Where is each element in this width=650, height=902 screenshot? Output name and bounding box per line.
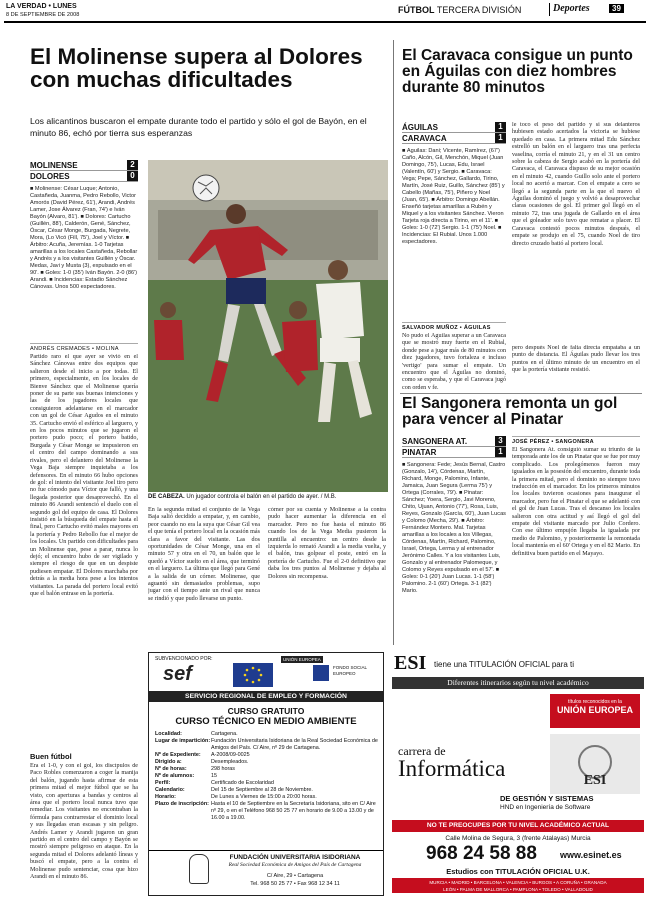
- home-goals: 2: [127, 160, 138, 170]
- story2-body-col3: pero después Noel de falta directa empataba a un punto de distancia. El Águilas pudo llevar los tres puntos en el último minuto de un encuentro en el que la portería visitante resistió.: [512, 345, 640, 374]
- story1-match-facts: ■ Molinense: César Luque; Antonio, Castañeda, Juanma, Pedro Rebollo, Victor Amorós (David Pérez, 61'), Arandi, Andrés Lamer, Jose Álvarez (Fran, 74') e Iván Bayón (Alvaro, 81'). ■ Dolores: Cartucho (Guillén, 88'), Calderón, Gené, Sánchez, Óscar, César Monge, Burgada, Negrete, Mora, (Lo Vicó (Fill, 75'), Joel y Víctor. ■ Árbitro: Acuña, Jeremías. 1-0 Tarjetas amarillas a los locales Castañeda, Rebollar y Andrés y a los visitantes Guillén y Óscar. Medas, Javi y Musta (3), expulsado en el 90'. ■ Goles: 1-0 (35') Iván Bayón. 2-0 (86') Arandi. ■ Incidencias: Estadio Sánchez Cánovas. Unos 500 espectadores.: [30, 186, 138, 290]
- home-team: ÁGUILAS: [402, 122, 438, 132]
- away-goals: 1: [495, 447, 506, 457]
- eu-badge: [550, 694, 640, 728]
- ad-detail-row: [155, 738, 379, 752]
- subsidy-label: SUBVENCIONADO POR:: [155, 656, 213, 662]
- esi-website[interactable]: www.esinet.es: [560, 850, 622, 860]
- story3-headline: El Sangonera remonta un gol para vencer al Pinatar: [402, 395, 618, 428]
- fse-flag-icon: [313, 665, 329, 681]
- photo-caption: [148, 494, 388, 502]
- football-players-image: [148, 160, 388, 492]
- detail-key: Lugar de impartición:: [155, 738, 211, 744]
- foundation-name: FUNDACIÓN UNIVERSITARIA ISIDORIANA: [229, 854, 361, 861]
- story2-match-facts: ■ Águilas: Dani; Vicente, Ramírez, (67') Caño, Alcón, Gil, Menchón, Miquel (Juan Domingo, 75'), Lucas, Edu, Israel (Valentín, 60') y Sergio. ■ Caravaca: Vega; Pepe, Sánchez, Gallardo, Tirino, Martín, José Ruiz, Guillo, Sánchez (85') y Cabello (Mañas, 75'), Piñero y Noel (Juan, 65'). ■ Árbitro: Domingo Abellán. Enseñó tarjetas amarillas a Rubén y Miquel y a los visitantes Sánchez. Vieron Tarjeta roja directa a Tirino, en el 11'. ■ Goles: 1-0 (72') Sergio. 1-1 (75') Noel. ■ Incidencias: El Rubial. Unos 1.000 espectadores.: [402, 148, 505, 245]
- detail-value: Cartagena.: [211, 731, 238, 737]
- story2-body-col2: le toco el peso del partido y si sus delanteros hubiesen estado acertados la victoria se hubiese quedado en casa. La primera mitad Edu Sánchez estrelló un balón en el larguero tras una perfecta vaselina, corría el minuto 21, y en el 31 un centro sobre la cabeza de Sergio acabó en la portería del Caravaca, el Caravaca dispuso de su mejor ocasión en el minuto 42, cuando Guillo solo ante el portero local no acertó a marcar. Con el empate a cero se llegó a la segunda parte en la que el nuevo el Águilas dominó el juego y volvió a desaprovechar claras ocasiones de gol. El primer gol llegó en el minuto 72, tras una jugada de Gallardo en el área que el goleador solo tuvo que rematar a placer. El Caravaca contestó pocos minutos después, el empate se produjo en el 75, cuando Noel de tiro directo cruzado batió al portero local.: [512, 122, 640, 247]
- home-goals: 1: [495, 122, 506, 132]
- match-photo: [148, 160, 388, 492]
- detail-value: A-2008/09-0025: [211, 752, 250, 758]
- esi-logo-text: ESI: [394, 652, 427, 674]
- ad-detail-row: [155, 759, 379, 766]
- cta-strip: NO TE PREOCUPES POR TU NIVEL ACADÉMICO ACTUAL: [392, 820, 644, 832]
- ad-detail-row: [155, 801, 379, 822]
- detail-value: 298 horas: [211, 766, 235, 772]
- ad-subtitle: CURSO TÉCNICO EN MEDIO AMBIENTE: [175, 716, 357, 727]
- story1-body-col2: Era el 1-0, y con el gol, los discípulos de Paco Robles comenzaron a coger la manija del balón, jugando hasta afirmar de esta primera mitad el mejor fútbol que se ha visto, con aperturas a bandas y centros al área que el portero local nunca tuvo que remediar. Los visitantes no encontraban la fórmula para contrarrestar el dominio local y sus llegadas eran escasas y sin peligro. Andrés Lamer y Arandi jugaron un gran partido en el centro del campo y Bayón se mostró siempre peligroso en ataque. En la segunda mitad el Dolores adelantó líneas y buscó el empate, pero a la contra el Molinense pudo sentenciar, cosa que hizo Arandi en el minuto 86.: [30, 763, 138, 881]
- section-bold: FÚTBOL: [398, 5, 435, 15]
- badge-label: UNIÓN EUROPEA: [556, 705, 633, 715]
- badge-top: títulos reconocidos en la: [568, 699, 622, 705]
- caption-lead: DE CABEZA.: [148, 494, 185, 500]
- eu-label: UNIÓN EUROPEA: [283, 657, 321, 662]
- ad-detail-row: [155, 794, 379, 801]
- sef-logo: sef: [163, 663, 192, 685]
- detail-value: De Lunes a Viernes de 15:00 a 20:00 horas.: [211, 794, 317, 800]
- detail-value: Certificado de Escolaridad: [211, 780, 274, 786]
- detail-key: Nº de alumnos:: [155, 773, 195, 779]
- section-label: [398, 5, 521, 15]
- section-divider: [400, 393, 642, 394]
- detail-value: 15: [211, 773, 217, 779]
- foundation-subtitle: Real Sociedad Económica de Amigos del País de Cartagena: [228, 862, 362, 868]
- away-goals: 0: [127, 171, 138, 181]
- score-row: [30, 160, 138, 171]
- detail-value: Hasta el 10 de Septiembre en la Secretaría Isidoriana, sito en C/ Aire nº 29, o en el Teléfono 968 50 25 77 en horario de 9.00 a 13.00 y de 16.00 a 19.00.: [211, 801, 376, 821]
- eu-flag-icon: [233, 663, 273, 687]
- cities-line1: MURCIA • MADRID • BARCELONA • VALENCIA • BURGOS • A CORUÑA • GRANADA: [429, 880, 607, 885]
- esi-ad: [392, 652, 644, 896]
- course-ad: [148, 652, 384, 896]
- esi-building-logo: [550, 734, 640, 794]
- esi-cities: [392, 878, 644, 893]
- detail-key: Nº de Expediente:: [155, 752, 201, 758]
- score-row: [402, 436, 506, 447]
- esi-address: Calle Molina de Segura, 3 (frente Atalayas) Murcia: [445, 835, 591, 842]
- ad-banner: SERVICIO REGIONAL DE EMPLEO Y FORMACIÓN: [149, 691, 383, 702]
- career-sub: DE GESTIÓN Y SISTEMAS: [500, 794, 594, 803]
- esi-phone: 968 24 58 88: [426, 843, 537, 864]
- ad-detail-row: [155, 731, 379, 738]
- ad-detail-row: [155, 787, 379, 794]
- fse-label: FONDO SOCIAL EUROPEO: [333, 665, 367, 676]
- header-divider: [549, 3, 550, 16]
- detail-key: Calendario:: [155, 787, 185, 793]
- supplement-name: Deportes: [553, 3, 590, 14]
- detail-key: Nº de horas:: [155, 766, 187, 772]
- story2-body-col1: No pudo el Águilas superar a un Caravaca que se mostró muy fuerte en el Rubial, donde pese a jugar más de 80 minutos con diez jugadores, tuvo fortaleza e incluso 'vertigo' para sumar el empate. Un encuentro que el Águilas no dominó, como se esperaba, y que el Caravaca jugó con orden y fe.: [402, 333, 506, 389]
- ad-detail-row: [155, 752, 379, 759]
- story1-body-col1: Partido raro el que ayer se vivió en el Sánchez Cánovas entre dos equipos que salieron desde el inicio a por todas. El primero, especialmente, en los locales de Bienve Sánchez que el Molinense quería poner de su parte sus buenas intenciones y las de los jugadores locales que consiguieron adelantarse en el marcador con un gol de César Agudos en el minuto 35. Cartucho envió el esférico al larguero, y en los pocos minutos que se jugaron el portero pudo poco; el portero batido, Burgada y César Monge se impusieron en el centro del campo dominando a sus rivales, pero el delantero del Molinense la Vega Baja siempre inquietaba a los defensores. En el minuto 66 hubo opciones de gol: el intento del visitante Joel tiro pero no fue cómodo para Víctor que falló, y una llegada posterior que desaprovechó. En el minuto 86 Arandi sentenció el duelo con el segundo gol del equipo de casa. El Dolores insistió en la búsqueda del empate hasta el final, pero Cartucho evitó males mayores en la portería y Pedro Rebollo fue el mejor de los locales. Un partido con dificultades para un Molinense que, pese a parar, nunca lo dejó; el encuentro hubo de ser vigilado y siempre el riesgo de que en un despiste pudiesen empatar. El Dolores marchaba por detrás a la media hora pese a los intentos visitantes. La parada del portero local evitó que el balón entrase en la portería.: [30, 354, 138, 597]
- caption-text: Un jugador controla el balón en el partido de ayer. / M.B.: [186, 494, 337, 500]
- story1-headline: El Molinense supera al Dolores con muchas dificultades: [30, 44, 363, 92]
- detail-value: Desempleados.: [211, 759, 249, 765]
- away-goals: 1: [495, 133, 506, 143]
- score-row: [402, 447, 506, 458]
- score-row: [30, 171, 138, 182]
- ad-detail-row: [155, 780, 379, 787]
- esi-tagline: tiene una TITULACIÓN OFICIAL para ti: [434, 660, 575, 669]
- story2-scoreboard: [402, 122, 506, 144]
- header-rule: [4, 21, 646, 23]
- ad-footer-rule: [149, 850, 383, 851]
- ad-title: CURSO GRATUITO: [227, 706, 305, 716]
- issue-date: 8 DE SEPTIEMBRE DE 2008: [6, 12, 80, 18]
- story1-body-col4: córner por su cuenta y Molinense a la contra pudo hacer aumentar la diferencia en el marcador. Pero no fue hasta el minuto 86 cuando los de la Vega Media pusieron la puntilla al encuentro: un centro desde la izquierda lo remató Arandi a la media vuelta, y el balón, tras golpear el poste, entró en la portería de Cartucho. Fue el 2-0 definitivo que daba los tres puntos al Molinense y dejaba al Dolores sin recompensa.: [268, 507, 386, 580]
- story3-body: El Sangonera At. consiguió sumar su triunfo de la temporada ante los de un Pinatar que se fue por muy complicado. Los prolegómenos fueron muy igualados en la posesión del encuentro, durante toda la primera mitad, pero el dominio no siempre tuvo traducción en el marcador. En los primeros minutos los locales tuvieron ocasiones para inaugurar el marcador, pero fue el Pinatar el que se adelantó con el gol de Juan Lucas. Tras el descanso los locales salieron con otra actitud y así llegó el gol del empate del visitante marcado por Julio Cordero. Con ese último empujón llegaba la igualada por medio de Palomino, y posteriormente la remontada local mantenía en el 60' Ortega y en el 82 Mario. En definitiva buen partido en el Mayayo.: [512, 447, 640, 557]
- section-name: TERCERA DIVISIÓN: [436, 5, 522, 15]
- detail-value: Fundación Universitaria Isidoriana de la Real Sociedad Económica de Amigos del País. C/ Aire, nº 29 de Cartagena.: [211, 738, 378, 751]
- newspaper-name: LA VERDAD • LUNES: [6, 3, 77, 10]
- story3-scoreboard: [402, 436, 506, 458]
- column-divider: [393, 40, 394, 645]
- home-team: MOLINENSE: [30, 160, 78, 170]
- ad-detail-row: [155, 773, 379, 780]
- detail-key: Dirigido a:: [155, 759, 182, 765]
- story3-byline: JOSÉ PÉREZ • SANGONERA: [512, 436, 640, 445]
- away-team: DOLORES: [30, 171, 70, 181]
- story1-scoreboard: [30, 160, 138, 182]
- page-number: 39: [609, 4, 624, 13]
- story1-byline: ANDRÉS CREMADES • MOLINA: [30, 343, 138, 352]
- svg-text:ESI: ESI: [583, 773, 607, 788]
- coat-of-arms-icon: [189, 854, 209, 884]
- esi-studies: Estudios con TITULACIÓN OFICIAL U.K.: [446, 867, 590, 876]
- story3-match-facts: ■ Sangonera: Fede; Jesús Bernal, Castro (Gonzalo, 14'), Córdenas, Martín, Richard, Monge, Palomino, Infante, Jamaica, Juan Segura (Lerma 75') y Ortega (Corrales, 79'). ■ Pinatar: Sánchez; Yoera, Sergio, Javi Moreno, Chito, Ujuan, Antonio (77'), Rosa, Luis, Reyes, Gonzalo (García, 60'), Juan Lucas y Colomo (Mecha, 29'). ■ Árbitro: Fernández Montero. Mal. Tarjetas amarillas a los locales a los Villegas, Córdenas, Martín, Richard, Palomino, Israel, Ortega, Lerma y al entrenador Jerónimo Calles. Y a los visitantes Luis, Gonzalo y al entrenador Palomeque, y Colomo y Reyes expulsado en el 57'. ■ Goles: 0-1 (20') Juan Lucas. 1-1 (58') Palomino. 2-1 (60') Ortega. 3-1 (82') Mario.: [402, 462, 506, 594]
- score-row: [402, 122, 506, 133]
- detail-key: Plazo de inscripción:: [155, 801, 209, 807]
- detail-key: Horario:: [155, 794, 176, 800]
- home-goals: 3: [495, 436, 506, 446]
- story1-body-col3: En la segunda mitad el conjunto de la Vega Baja salió decidido a empatar, y, en cambio, peor cuando no era la suya que César Gil vea el que tenía el portero local en la ocasión más clara a favor del visitante. Las dos oportunidades de César Monge, una en el minuto 57 y otra en el 70, un balón que le quedó a Víctor suelto en el área, que terminó en el larguero. La última que llegó para Gené a la salida de un córner. Molinense, que aguantó sin demasiados problemas, supo jugar con el tiempo ante un rival que nunca se rindió y que pudo llevarse un punto.: [148, 507, 260, 602]
- story2-headline: El Caravaca consigue un punto en Águilas con diez hombres durante 80 minutos: [402, 47, 633, 96]
- ad-detail-row: [155, 766, 379, 773]
- ad-details: [155, 731, 379, 822]
- career-hnd: HND en Ingeniería de Software: [500, 804, 591, 811]
- itinerary-strip: Diferentes itinerarios según tu nivel académico: [392, 677, 644, 689]
- foundation-phone: Tel. 968 50 25 77 • Fax 968 12 34 11: [250, 881, 340, 887]
- detail-key: Localidad:: [155, 731, 182, 737]
- story2-byline: SALVADOR MUÑOZ • ÁGUILAS: [402, 322, 506, 331]
- detail-value: Del 15 de Septiembre al 28 de Noviembre.: [211, 787, 313, 793]
- away-team: PINATAR: [402, 447, 437, 457]
- score-row: [402, 133, 506, 144]
- cities-line2: LEÓN • PALMA DE MALLORCA • PAMPLONA • TOLEDO • VALLADOLID: [443, 887, 593, 892]
- foundation-address: C/ Aire, 29 • Cartagena: [266, 873, 324, 879]
- away-team: CARAVACA: [402, 133, 447, 143]
- career-title: Informática: [398, 756, 506, 781]
- story1-deck: Los alicantinos buscaron el empate durante todo el partido y sólo el gol de Bayón, en el minuto 86, echó por tierra sus esperanzas: [30, 116, 367, 138]
- detail-key: Perfil:: [155, 780, 171, 786]
- esi-emblem-icon: [550, 734, 640, 794]
- career-lead: carrera de: [398, 744, 446, 758]
- story1-subhead: Buen fútbol: [30, 752, 72, 761]
- home-team: SANGONERA AT.: [402, 436, 468, 446]
